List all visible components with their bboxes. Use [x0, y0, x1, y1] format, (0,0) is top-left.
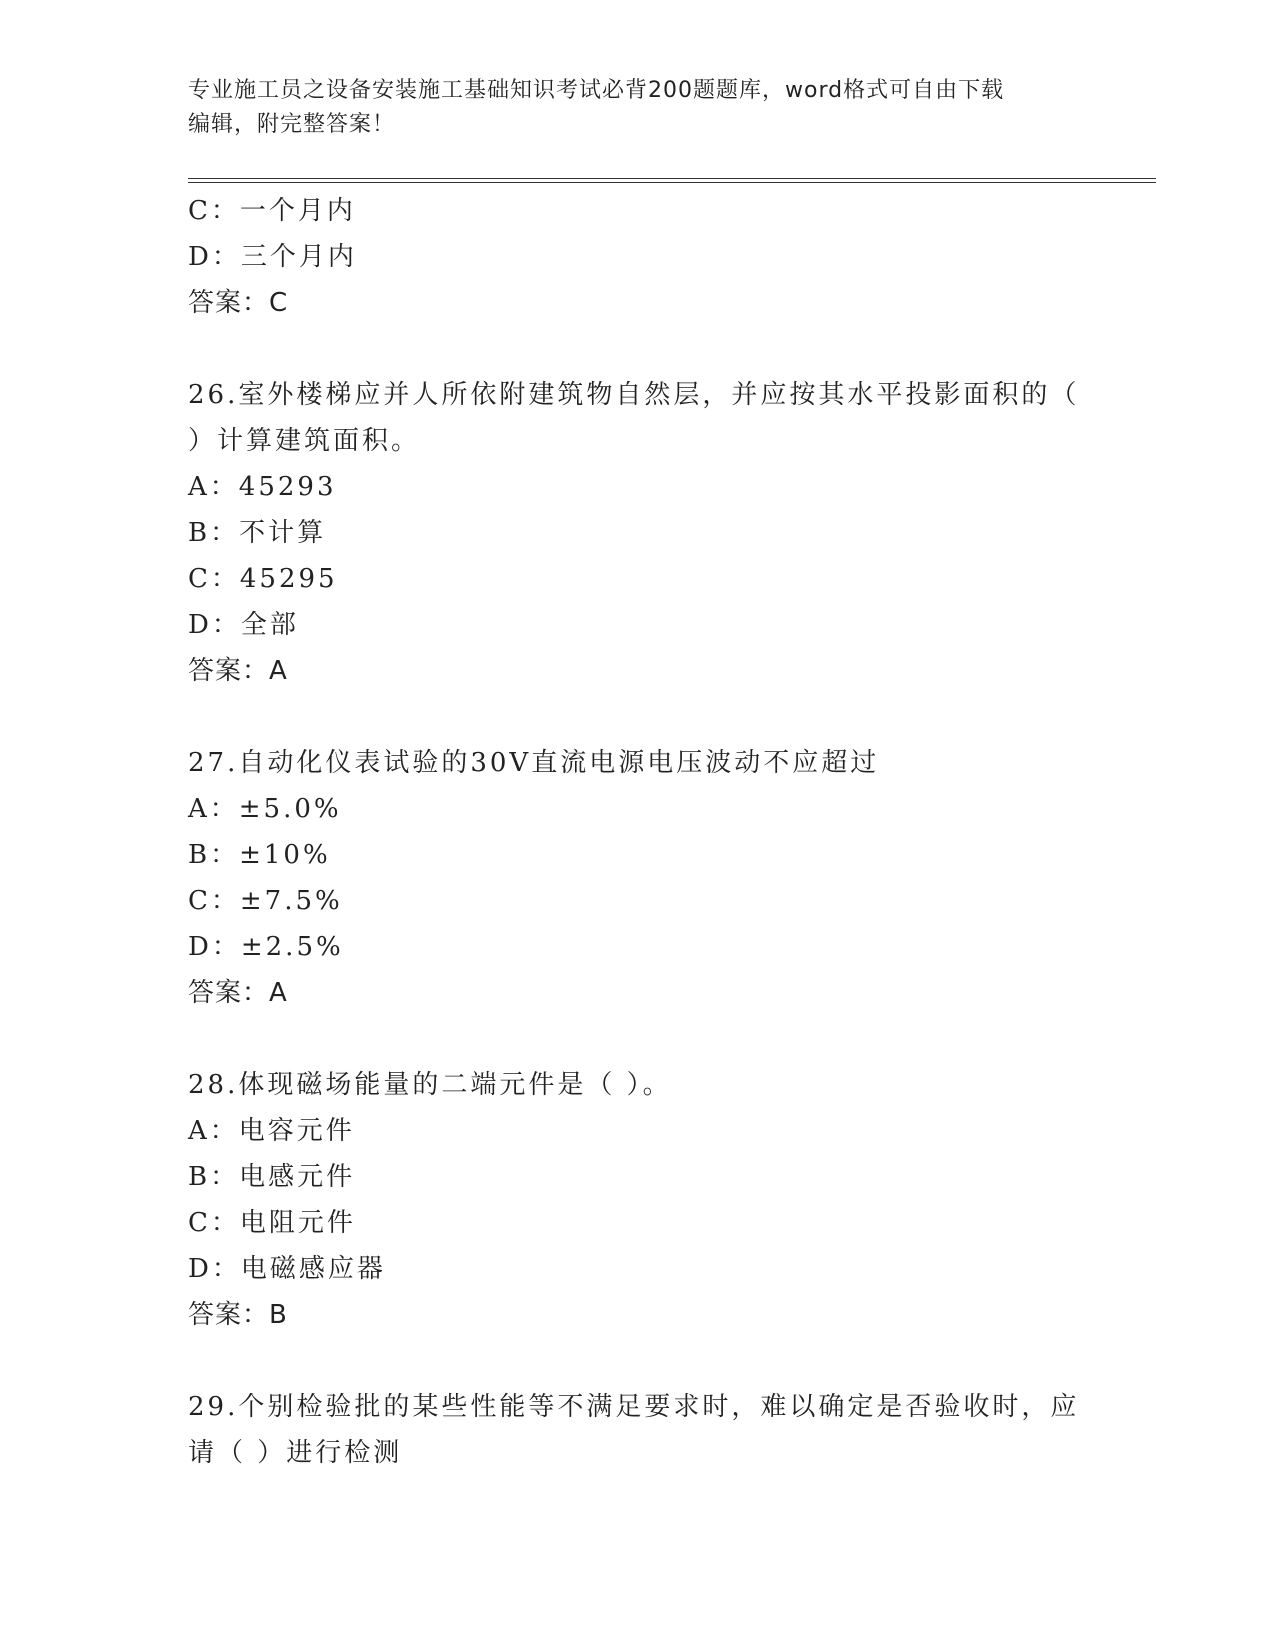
option-a: A：45293	[188, 472, 337, 502]
option-a: A：±5.0%	[188, 794, 342, 824]
question-28	[188, 1062, 1088, 1338]
question-stem-continued: 请（ ）进行检测	[188, 1438, 403, 1468]
answer-line: 答案：B	[188, 1300, 288, 1330]
option-b: B：不计算	[188, 518, 327, 548]
question-25	[188, 188, 1088, 326]
spacer	[188, 1338, 1088, 1384]
header-title-line-1: 专业施工员之设备安装施工基础知识考试必背200题题库，word格式可自由下载	[188, 78, 1005, 103]
answer-line: 答案：A	[188, 656, 288, 686]
question-stem-continued: ）计算建筑面积。	[188, 426, 421, 456]
answer-line: 答案：C	[188, 288, 289, 318]
option-a: A：电容元件	[188, 1116, 355, 1146]
option-d: D：电磁感应器	[188, 1254, 386, 1284]
question-stem: 27.自动化仪表试验的30V直流电源电压波动不应超过	[188, 748, 880, 778]
option-c: C：电阻元件	[188, 1208, 356, 1238]
option-b: B：±10%	[188, 840, 331, 870]
spacer	[188, 694, 1088, 740]
header-divider	[188, 178, 1156, 183]
question-list	[188, 188, 1088, 1476]
option-d: D：±2.5%	[188, 932, 344, 962]
question-stem: 28.体现磁场能量的二端元件是（ ）。	[188, 1070, 672, 1100]
question-29	[188, 1384, 1088, 1476]
option-c: C：45295	[188, 564, 338, 594]
header-title-line-2: 编辑，附完整答案！	[188, 112, 396, 137]
option-d: D：全部	[188, 610, 299, 640]
option-d: D：三个月内	[188, 242, 357, 272]
question-27	[188, 740, 1088, 1016]
option-c: C：一个月内	[188, 196, 356, 226]
spacer	[188, 326, 1088, 372]
option-c: C：±7.5%	[188, 886, 343, 916]
question-26	[188, 372, 1088, 694]
option-b: B：电感元件	[188, 1162, 356, 1192]
question-stem: 26.室外楼梯应并人所依附建筑物自然层，并应按其水平投影面积的（	[188, 380, 1080, 410]
question-stem: 29.个别检验批的某些性能等不满足要求时，难以确定是否验收时，应	[188, 1392, 1080, 1422]
spacer	[188, 1016, 1088, 1062]
page-header	[188, 74, 1068, 142]
answer-line: 答案：A	[188, 978, 288, 1008]
